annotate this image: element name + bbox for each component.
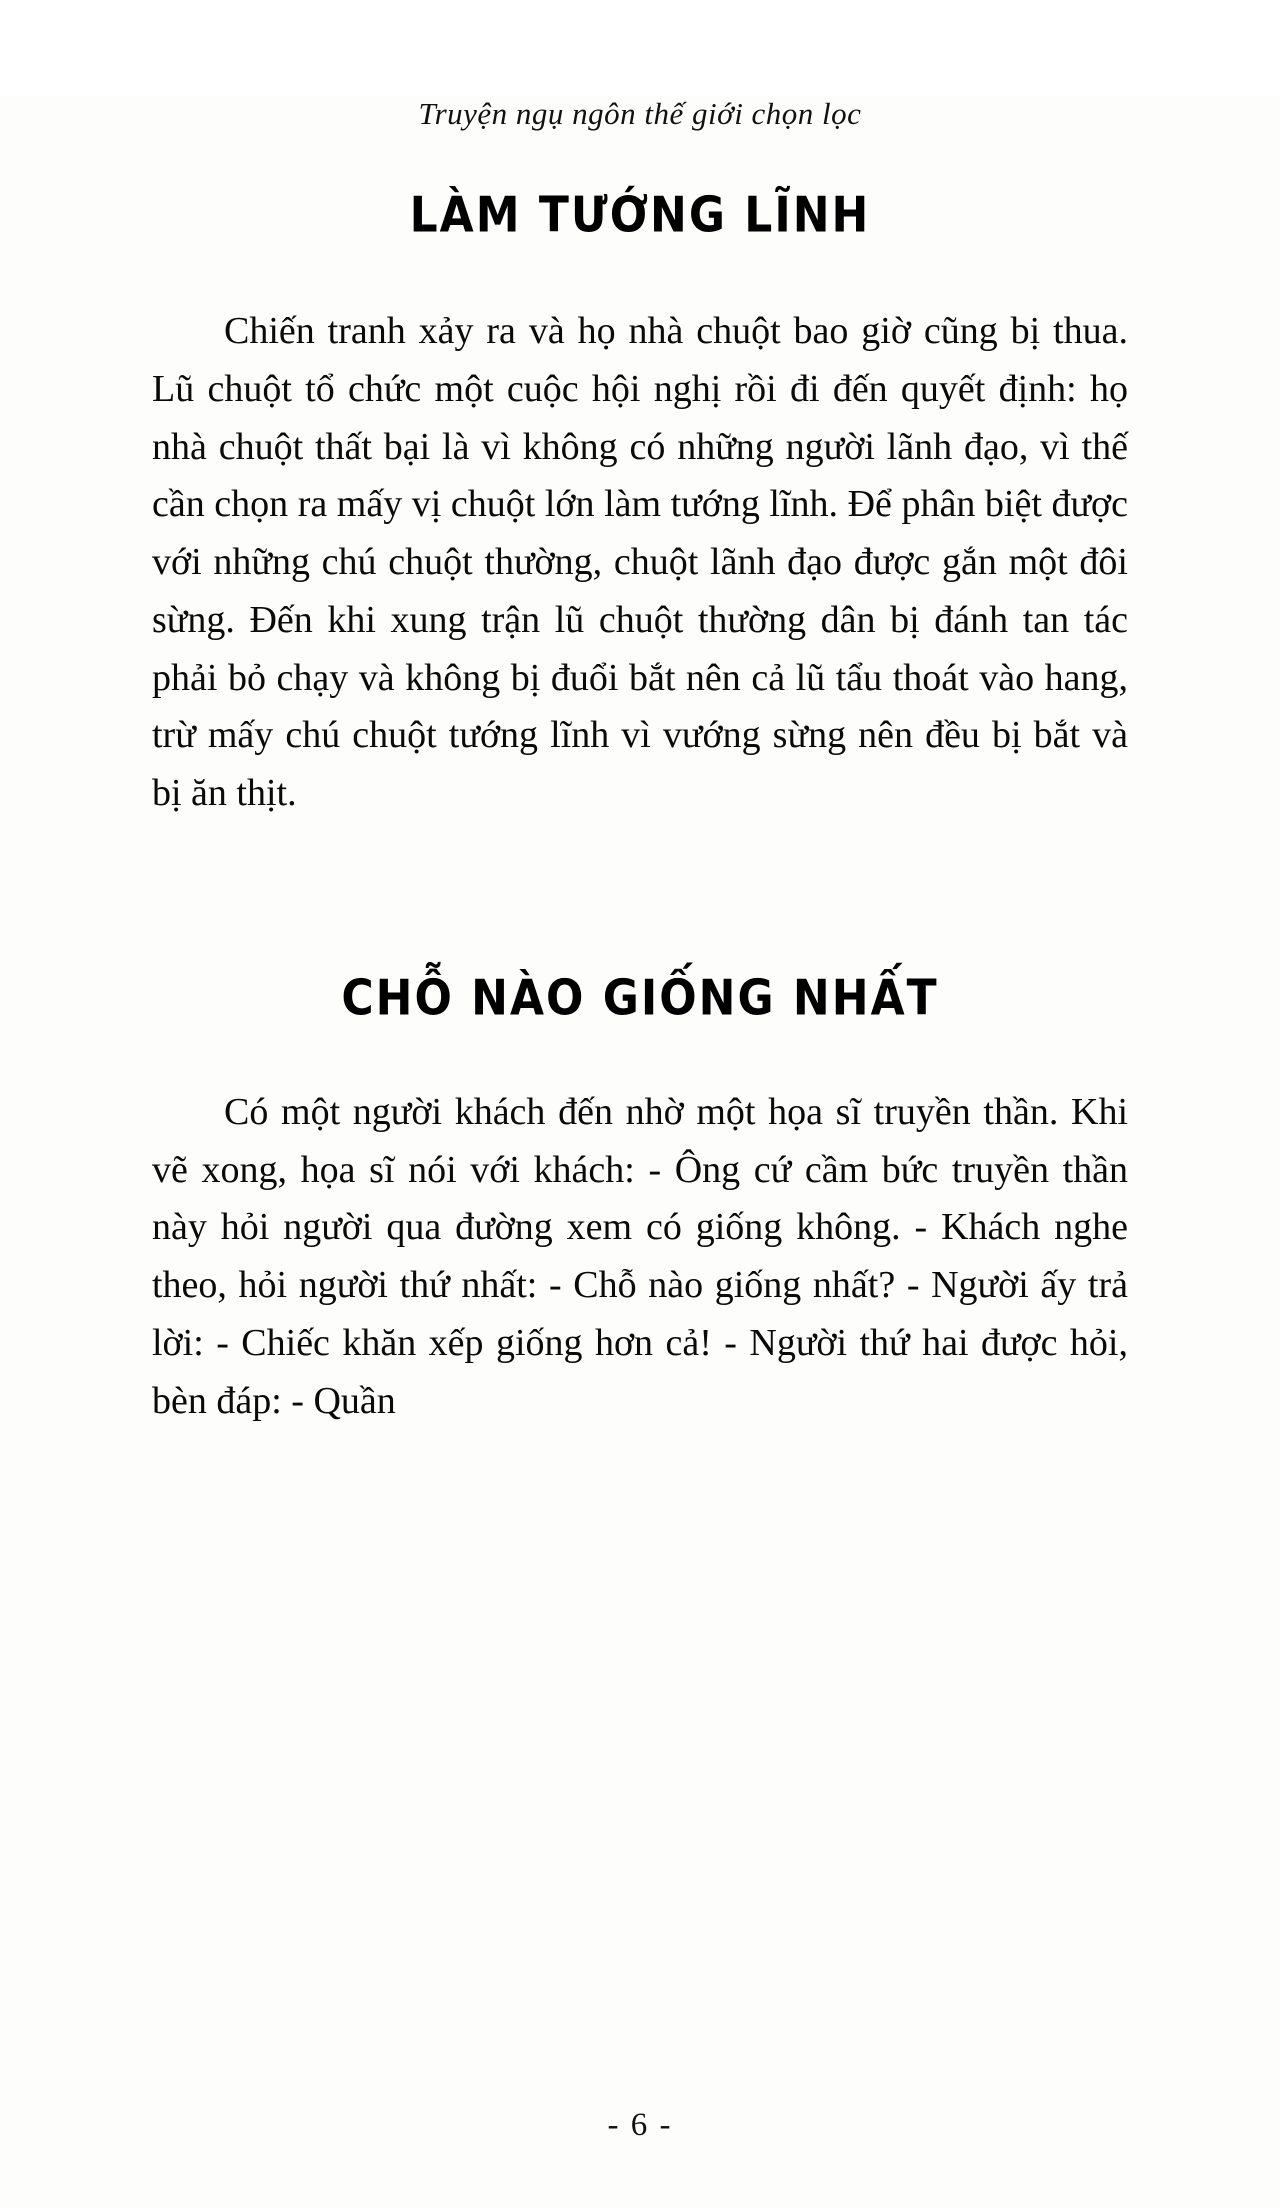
story-title-2: CHỖ NÀO GIỐNG NHẤT [341,969,939,1027]
story-paragraph: Có một người khách đến nhờ một họa sĩ truyền thần. Khi vẽ xong, họa sĩ nói với khách: - Ông cứ cầm bức truyền thần này hỏi người qua đường xem có giống không. - Khách nghe theo, hỏi người thứ nhất: - Chỗ nào giống nhất? - Người ấy trả lời: - Chiếc khăn xếp giống hơn cả! - Người thứ hai được hỏi, bèn đáp: - Quần [152,1090,1128,1422]
page-number: - 6 - [607,2107,673,2143]
section-divider-space [0,823,1280,973]
running-head: Truyện ngụ ngôn thế giới chọn lọc [418,96,862,131]
story-section-2 [140,969,1140,1431]
story-paragraph: Chiến tranh xảy ra và họ nhà chuột bao giờ cũng bị thua. Lũ chuột tổ chức một cuộc hội nghị rồi đi đến quyết định: họ nhà chuột thất bại là vì không có những người lãnh đạo, vì thế cần chọn ra mấy vị chuột lớn làm tướng lĩnh. Để phân biệt được với những chú chuột thường, chuột lãnh đạo được gắn một đôi sừng. Đến khi xung trận lũ chuột thường dân bị đánh tan tác phải bỏ chạy và không bị đuổi bắt nên cả lũ tẩu thoát vào hang, trừ mấy chú chuột tướng lĩnh vì vướng sừng nên đều bị bắt và bị ăn thịt. [152,310,1128,814]
story-title-1: LÀM TƯỚNG LĨNH [409,186,871,245]
story-section-1 [140,186,1140,823]
story-body-1 [140,303,1140,823]
book-page [0,96,1280,2208]
story-body-2 [140,1084,1140,1431]
